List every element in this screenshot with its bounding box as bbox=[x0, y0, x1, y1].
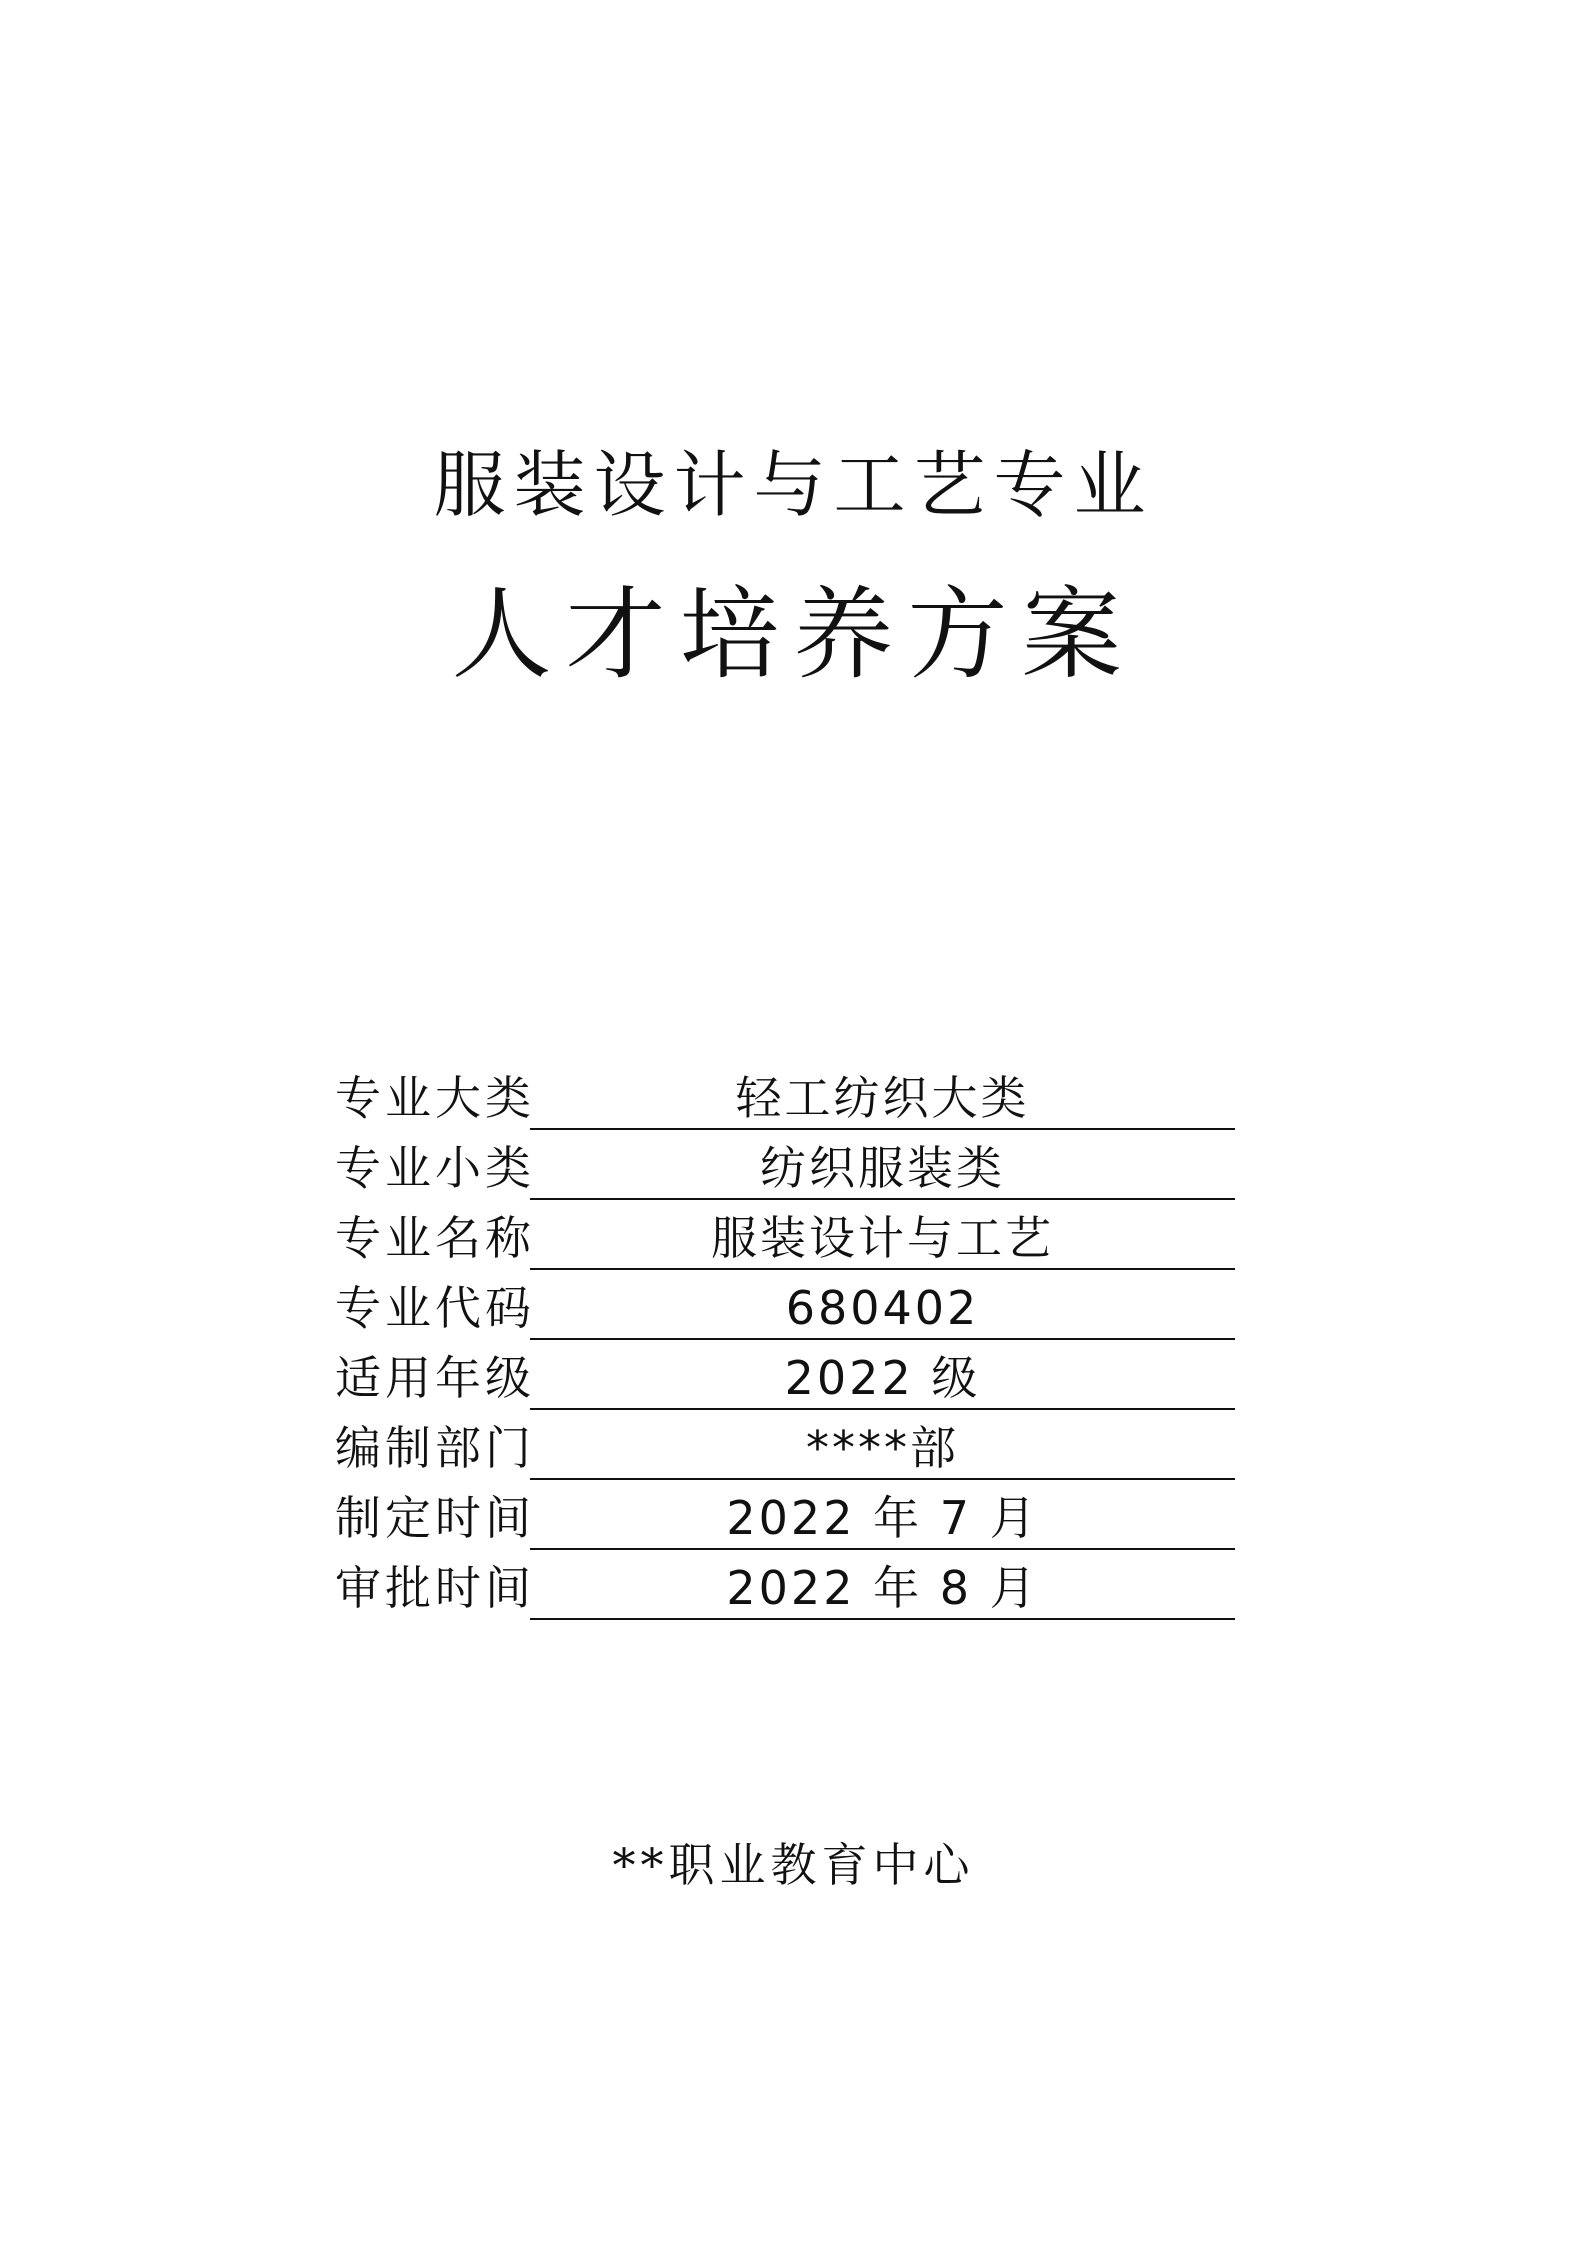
info-value: 轻工纺织大类 bbox=[735, 1071, 1030, 1125]
info-label: 专业大类 bbox=[335, 1071, 535, 1125]
info-row-major-name bbox=[335, 1200, 1235, 1270]
info-value: 服装设计与工艺 bbox=[711, 1211, 1054, 1265]
info-value: 680402 bbox=[785, 1281, 980, 1335]
info-row-major-code bbox=[335, 1270, 1235, 1340]
info-label: 适用年级 bbox=[335, 1351, 535, 1405]
info-label: 专业代码 bbox=[335, 1281, 535, 1335]
info-label: 制定时间 bbox=[335, 1491, 535, 1545]
document-title-plan: 人才培养方案 bbox=[451, 576, 1136, 693]
info-label: 专业名称 bbox=[335, 1211, 535, 1265]
info-value: 2022 年 7 月 bbox=[726, 1491, 1039, 1545]
info-row-subcategory bbox=[335, 1130, 1235, 1200]
info-row-approved-date bbox=[335, 1550, 1235, 1620]
info-row-grade bbox=[335, 1340, 1235, 1410]
info-row-created-date bbox=[335, 1480, 1235, 1550]
info-value: 2022 级 bbox=[784, 1351, 981, 1405]
document-title-major: 服装设计与工艺专业 bbox=[433, 443, 1154, 527]
info-label: 编制部门 bbox=[335, 1421, 535, 1475]
info-value: ****部 bbox=[806, 1421, 959, 1475]
info-label: 审批时间 bbox=[335, 1561, 535, 1615]
organization-name: **职业教育中心 bbox=[612, 1838, 975, 1892]
info-value: 纺织服装类 bbox=[760, 1141, 1005, 1195]
info-row-department bbox=[335, 1410, 1235, 1480]
info-value: 2022 年 8 月 bbox=[726, 1561, 1039, 1615]
info-label: 专业小类 bbox=[335, 1141, 535, 1195]
info-row-category bbox=[335, 1060, 1235, 1130]
info-table bbox=[335, 1060, 1235, 1620]
